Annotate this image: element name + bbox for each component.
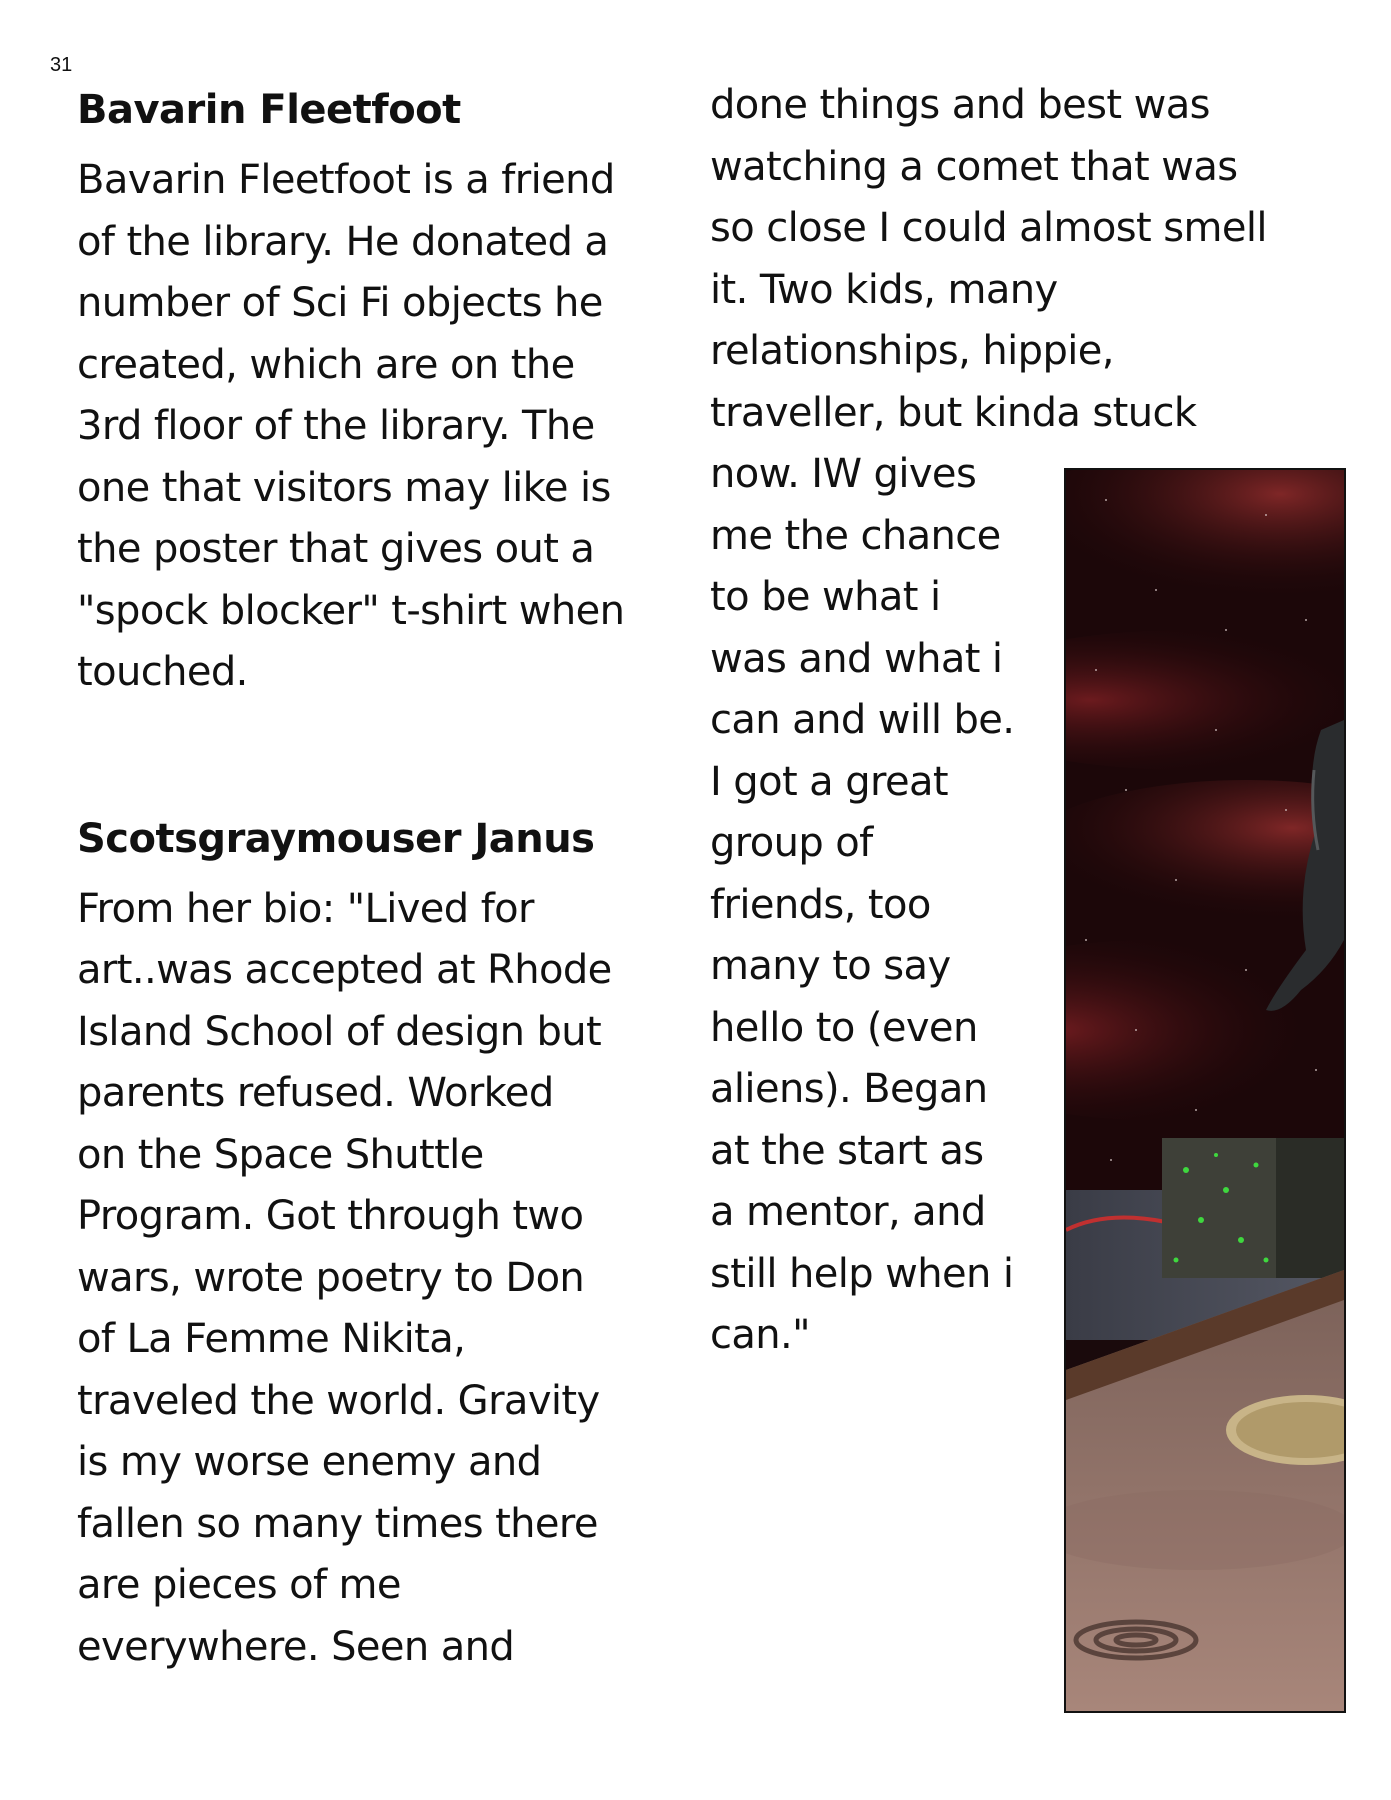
section-heading-bavarin: Bavarin Fleetfoot: [77, 87, 461, 133]
page-number: 31: [50, 54, 73, 76]
left-column: [77, 80, 677, 1678]
space-scene-picture: [1064, 468, 1346, 1713]
section-body-bavarin: Bavarin Fleetfoot is a friend of the library. He donated a number of Sci Fi objects he created, which are on the 3rd floor of the library. The one that visitors may like is the poster that gives out a "spock blocker" t-shirt when touched.: [77, 157, 625, 695]
section-heading-scotsgraymouser: Scotsgraymouser Janus: [77, 815, 595, 862]
section-body-scotsgraymouser-left: From her bio: "Lived for art..was accepted at Rhode Island School of design but parents refused. Worked on the Space Shuttle Program. Got through two wars, wrote poetry to Don of La Femme Nikita, traveled the world. Gravity is my worse enemy and fallen so many times there are pieces of me everywhere. Seen and: [77, 885, 612, 1670]
section-body-scotsgraymouser-right: done things and best was watching a comet that was so close I could almost smell it. Two kids, many relationships, hippie, traveller, but kinda stuck now. IW gives me the chance to be what i was and what i can and will be. I got a great group of friends, too many to say hello to (even aliens). Began at the start as a mentor, and still help when i can.": [710, 82, 1267, 1358]
